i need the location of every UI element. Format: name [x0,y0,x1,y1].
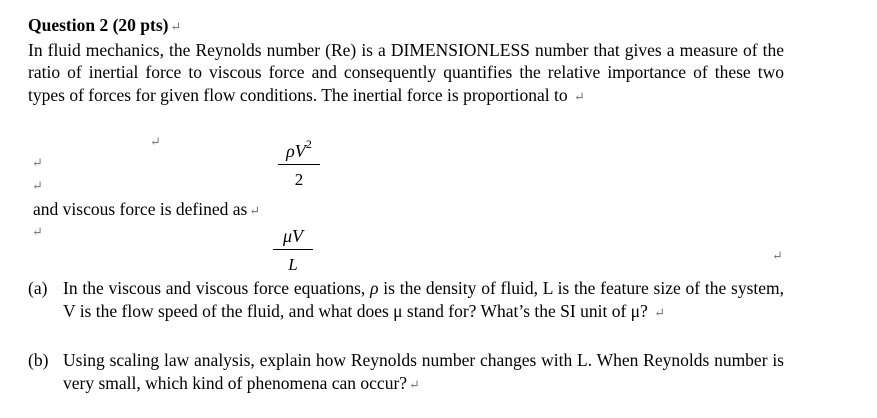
paragraph-mark-icon: ↵ [772,248,783,263]
formula-denominator: L [288,255,298,274]
paragraph-mark-icon: ↵ [32,178,43,193]
part-b [28,349,784,396]
fraction-bar [278,164,320,165]
paragraph-mark-icon: ↵ [573,88,585,104]
part-a [28,277,784,324]
paragraph-mark-icon: ↵ [409,376,420,392]
formula-denominator: 2 [294,170,304,189]
part-b-body [63,349,784,396]
question-block [28,14,784,108]
inertial-force-formula [276,134,322,190]
paragraph-mark-icon: ↵ [654,304,666,320]
rho-symbol: ρ [370,278,379,298]
viscous-line [33,198,260,223]
part-b-label: (b) [28,350,49,370]
paragraph-mark-icon: ↵ [249,203,261,218]
formula-numerator: μV [282,226,304,246]
exponent-text: 2 [305,137,312,151]
part-a-body [63,277,784,324]
part-a-text-2: is the density of fluid, L is the feature size of the system, V is the flow speed of the fluid, and what does μ stand for? What’s the SI unit of μ? [63,278,785,321]
part-b-text: Using scaling law analysis, explain how Reynolds number changes with L. When Reynolds number is very small, which kind of phenomena can occur? [63,350,784,393]
paragraph-mark-icon: ↵ [170,19,182,34]
formula-numerator [276,134,322,161]
fraction-bar [273,249,313,250]
question-title-text: Question 2 (20 pts) [28,15,169,35]
intro-paragraph [28,39,784,109]
part-a-label: (a) [28,278,48,298]
viscous-force-formula [270,226,316,275]
viscous-text: and viscous force is defined as [33,199,248,219]
numerator-text: ρV [286,141,306,161]
part-a-text-1: In the viscous and viscous force equations, [63,278,366,298]
question-title [28,14,784,39]
paragraph-mark-icon: ↵ [32,224,43,239]
paragraph-mark-icon: ↵ [32,155,43,170]
intro-text: In fluid mechanics, the Reynolds number (Re) is a DIMENSIONLESS number that gives a measure of the ratio of inertial force to viscous force and consequently quantifies the relative importance of these two types of forces for given flow conditions. The inertial force is proportional to [28,39,784,105]
paragraph-mark-icon: ↵ [150,134,161,149]
